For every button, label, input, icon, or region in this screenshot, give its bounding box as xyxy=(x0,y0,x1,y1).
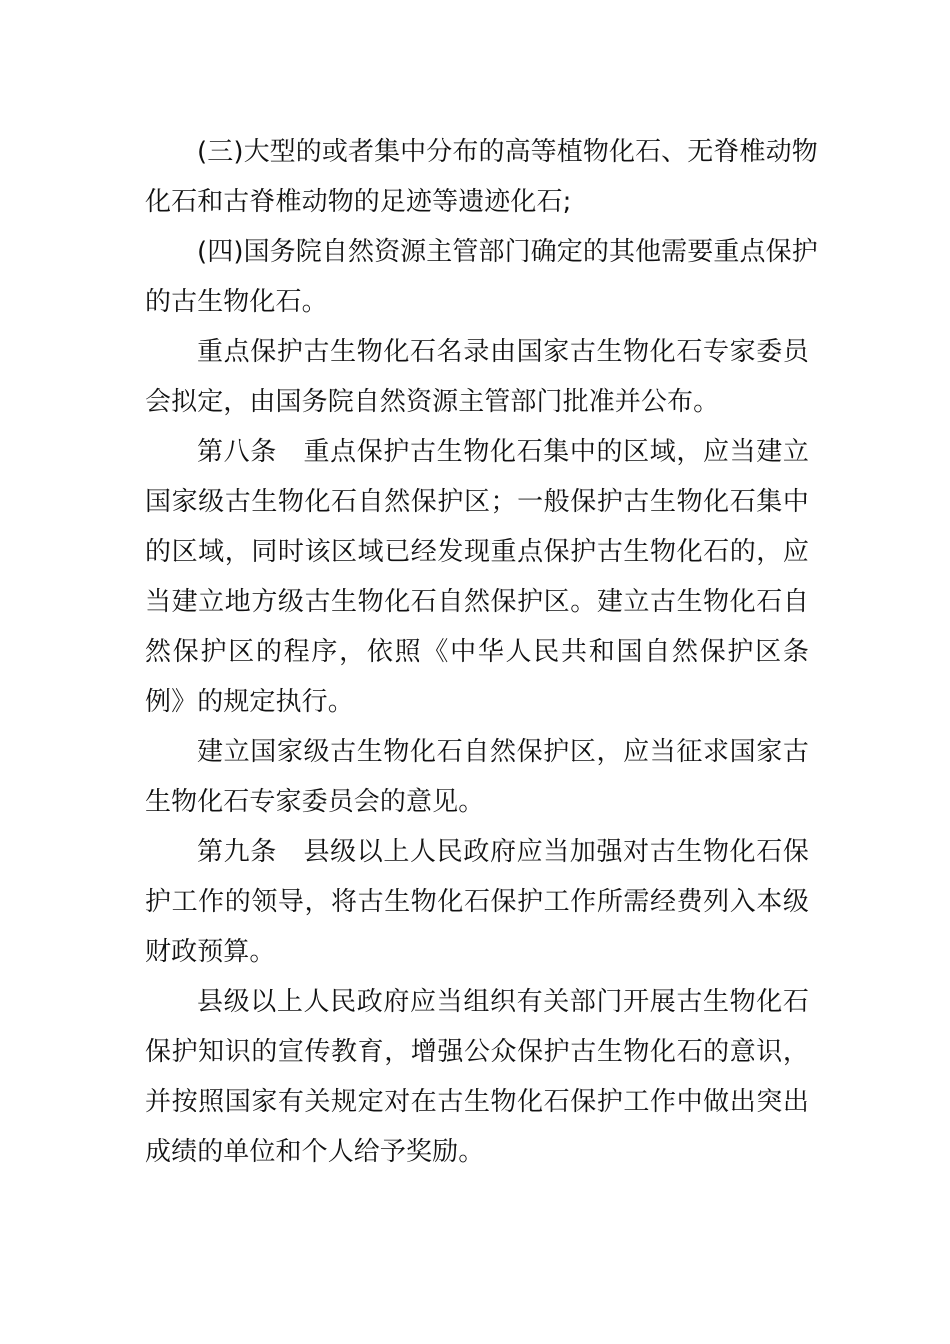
document-body xyxy=(145,127,818,1177)
paragraph-article-9 xyxy=(145,827,809,977)
text-line: 当建立地方级古生物化石自然保护区。建立古生物化石自 xyxy=(145,587,809,617)
paragraph-key-protection-list xyxy=(145,327,809,427)
text-line: 重点保护古生物化石名录由国家古生物化石专家委员 xyxy=(197,337,809,367)
text-line: 第九条 县级以上人民政府应当加强对古生物化石保 xyxy=(197,837,809,867)
text-line: 化石和古脊椎动物的足迹等遗迹化石; xyxy=(145,187,572,217)
text-line: 的古生物化石。 xyxy=(145,287,328,317)
paragraph-article-8 xyxy=(145,427,809,727)
text-line: 的区域，同时该区域已经发现重点保护古生物化石的，应 xyxy=(145,537,809,567)
text-line: 成绩的单位和个人给予奖励。 xyxy=(145,1137,485,1167)
paragraph-national-reserve-opinion xyxy=(145,727,809,827)
text-line: 例》的规定执行。 xyxy=(145,687,354,717)
text-line: 财政预算。 xyxy=(145,937,276,967)
text-line: 保护知识的宣传教育，增强公众保护古生物化石的意识， xyxy=(145,1037,809,1067)
text-line: 建立国家级古生物化石自然保护区，应当征求国家古 xyxy=(197,737,809,767)
text-line: 国家级古生物化石自然保护区；一般保护古生物化石集中 xyxy=(145,487,809,517)
paragraph-fossil-category-4 xyxy=(145,227,818,327)
text-line: 县级以上人民政府应当组织有关部门开展古生物化石 xyxy=(197,987,809,1017)
text-line: 并按照国家有关规定对在古生物化石保护工作中做出突出 xyxy=(145,1087,809,1117)
text-line: 生物化石专家委员会的意见。 xyxy=(145,787,485,817)
text-line: 会拟定，由国务院自然资源主管部门批准并公布。 xyxy=(145,387,720,417)
paragraph-fossil-category-3 xyxy=(145,127,818,227)
text-line: (四)国务院自然资源主管部门确定的其他需要重点保护 xyxy=(197,237,818,267)
text-line: 然保护区的程序，依照《中华人民共和国自然保护区条 xyxy=(145,637,809,667)
text-line: (三)大型的或者集中分布的高等植物化石、无脊椎动物 xyxy=(197,137,818,167)
text-line: 护工作的领导，将古生物化石保护工作所需经费列入本级 xyxy=(145,887,809,917)
text-line: 第八条 重点保护古生物化石集中的区域，应当建立 xyxy=(197,437,809,467)
paragraph-publicity-education xyxy=(145,977,809,1177)
